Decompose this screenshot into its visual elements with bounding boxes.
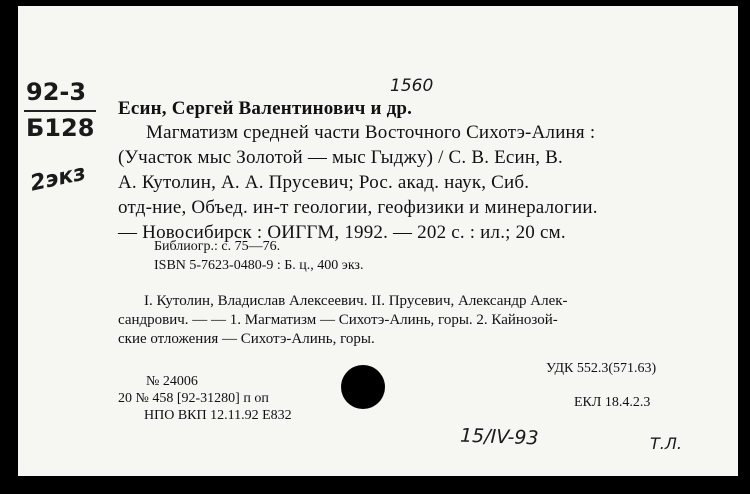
body-line-3: А. Кутолин, А. А. Прусевич; Рос. акад. наук, Сиб. [118, 172, 530, 193]
tracing-line-2: сандрович. — — 1. Магматизм — Сихотэ-Алинь, горы. 2. Кайнозой- [118, 312, 558, 328]
call-number-divider [24, 110, 96, 112]
udk-code: УДК 552.3(571.63) [546, 361, 657, 376]
author-heading: Есин, Сергей Валентинович и др. [118, 98, 413, 119]
margin-note: 2экз [28, 160, 89, 197]
handwritten-initials: Т.Л. [650, 434, 682, 453]
tracing-line-1: I. Кутолин, Владислав Алексеевич. II. Прусевич, Александр Алек- [144, 293, 568, 309]
isbn-line: ISBN 5-7623-0480-9 : Б. ц., 400 экз. [154, 258, 364, 273]
body-line-4: отд-ние, Объед. ин-т геологии, геофизики и минералогии. [118, 197, 598, 218]
tracing-line-3: ские отложения — Сихотэ-Алинь, горы. [118, 331, 375, 347]
price-note: 1560 [390, 76, 434, 96]
record-number: № 24006 [146, 374, 198, 389]
card-punch-hole [341, 365, 385, 409]
publisher-line: НПО ВКП 12.11.92 Е832 [144, 408, 292, 423]
call-number-bottom: Б128 [26, 114, 95, 142]
body-line-1: Магматизм средней части Восточного Сихотэ-Алиня : [146, 122, 596, 143]
call-number-top: 92-3 [26, 78, 87, 106]
body-line-5: — Новосибирск : ОИГГМ, 1992. — 202 с. : ил.; 20 см. [118, 222, 566, 243]
catalog-card [18, 6, 738, 476]
bibliography-note: Библиогр.: с. 75—76. [154, 239, 281, 254]
ekl-code: ЕКЛ 18.4.2.3 [574, 395, 651, 410]
order-line: 20 № 458 [92-31280] п оп [118, 391, 269, 406]
body-line-2: (Участок мыс Золотой — мыс Гыджу) / С. В. Есин, В. [118, 147, 563, 168]
handwritten-date: 15/IV-93 [459, 424, 539, 450]
